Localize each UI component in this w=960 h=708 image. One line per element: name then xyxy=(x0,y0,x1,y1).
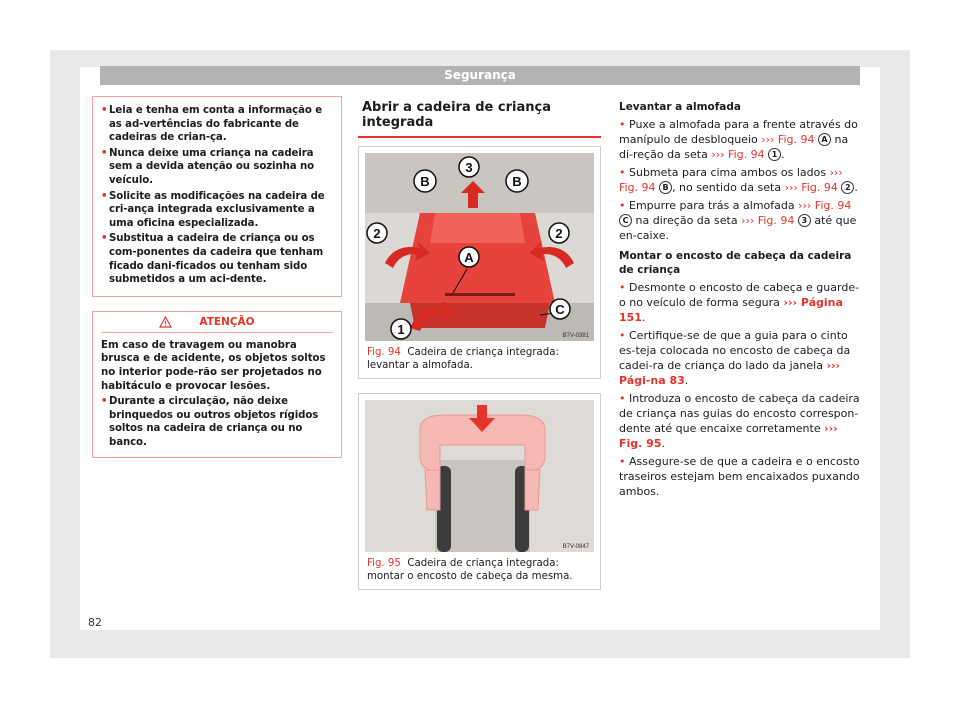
fig94-label-2b: 2 xyxy=(555,226,563,241)
fig94-label-c: C xyxy=(555,302,565,317)
fig95-code: B7V-0847 xyxy=(562,544,589,550)
warning-item: • Substitua a cadeira de criança ou os com-ponentes da cadeira que tenham ficado dani-ficados ou tenham sido submetidos a um aci-dente. xyxy=(101,233,324,286)
figure-94 xyxy=(358,146,601,379)
page-header: Segurança xyxy=(100,66,860,85)
fig94-code: B7V-0381 xyxy=(562,333,589,339)
step-item: • Assegure-se de que a cadeira e o encosto traseiros estejam bem encaixados puxando ambos. xyxy=(619,455,860,498)
fig94-label-3: 3 xyxy=(465,160,473,175)
attention-label: ATENÇÃO xyxy=(199,315,255,328)
step-item: • Submeta para cima ambos os lados ››› Fig. 94 B , no sentido da seta ››› Fig. 94 2 . xyxy=(619,166,858,194)
figure-95 xyxy=(358,393,601,590)
page-number: 82 xyxy=(88,616,102,629)
step-item: • Puxe a almofada para a frente através do manípulo de desbloqueio ››› Fig. 94 A na di-reção da seta ››› Fig. 94 1 . xyxy=(619,118,858,161)
fig94-label-b1: B xyxy=(420,174,430,189)
attention-text: Em caso de travagem ou manobra brusca e de acidente, os objetos soltos no interior pode-rão ser projetados no habitáculo e provocar lesões. xyxy=(101,339,326,392)
subheading-headrest: Montar o encosto de cabeça da cadeira de criança xyxy=(619,250,852,276)
figure-95-image xyxy=(365,400,594,552)
fig94-label-1: 1 xyxy=(397,322,405,337)
attention-header xyxy=(101,312,333,333)
attention-item: • Durante a circulação, não deixe brinquedos ou outros objetos rígidos soltos na cadeira de criança ou no banco. xyxy=(101,396,319,448)
figure-94-image xyxy=(365,153,594,341)
left-column xyxy=(92,96,342,458)
warning-item: • Solicite as modificações na cadeira de cri-ança integrada exclusivamente a uma oficina especializada. xyxy=(101,190,325,229)
attention-box xyxy=(92,311,342,459)
warning-item: • Nunca deixe uma criança na cadeira sem a devida atenção ou sozinha no veículo. xyxy=(101,147,315,186)
right-column xyxy=(619,100,864,502)
step-item: • Empurre para trás a almofada ››› Fig. 94 C na direção da seta ››› Fig. 94 3 até que en-caixe. xyxy=(619,199,857,242)
fig94-label-a: A xyxy=(464,250,474,265)
section-title: Abrir a cadeira de criança integrada xyxy=(358,96,601,138)
step-item: • Introduza o encosto de cabeça da cadeira de criança nas guias do encosto correspon-dente até que encaixe corretamente ››› Fig. 95. xyxy=(619,392,860,450)
middle-column xyxy=(358,96,601,590)
warning-box xyxy=(92,96,342,297)
warning-item: • Leia e tenha em conta a informação e as ad-vertências do fabricante de cadeiras de crian-ça. xyxy=(101,105,323,144)
step-item: • Desmonte o encosto de cabeça e guarde-o no veículo de forma segura ››› Página 151. xyxy=(619,281,860,324)
figure-95-caption: Fig. 95 Cadeira de criança integrada: montar o encosto de cabeça da mesma. xyxy=(367,558,573,582)
figure-94-caption: Fig. 94 Cadeira de criança integrada: levantar a almofada. xyxy=(367,347,559,371)
fig94-label-2a: 2 xyxy=(373,226,381,241)
step-item: • Certifique-se de que a guia para o cinto es-teja colocada no encosto de cabeça da cadei-ra de criança do lado da janela ››› Pági-na 83. xyxy=(619,329,851,387)
subheading-lift-cushion: Levantar a almofada xyxy=(619,101,741,113)
fig94-label-b2: B xyxy=(512,174,522,189)
warning-triangle-icon xyxy=(159,316,172,328)
